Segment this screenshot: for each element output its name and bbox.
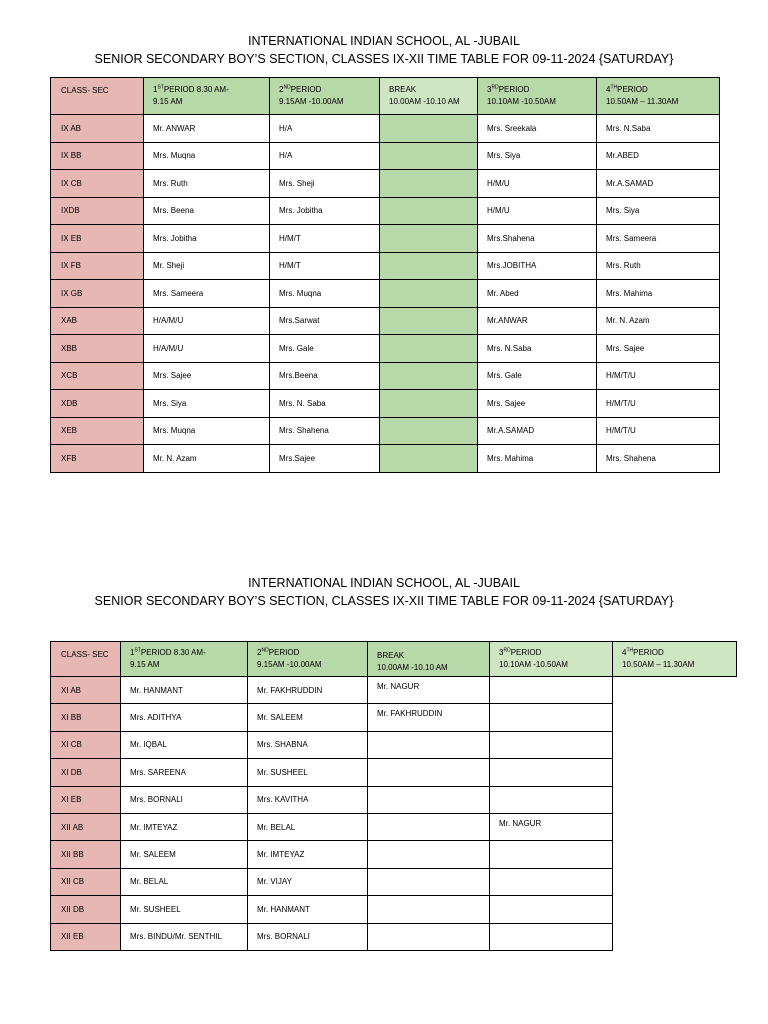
header-period-2: 2NDPERIOD 9.15AM -10.00AM xyxy=(270,78,380,115)
period-4-cell xyxy=(490,896,613,923)
period-2-cell: Mrs. BORNALI xyxy=(248,923,368,950)
period-4-cell: Mrs. Shahena xyxy=(597,445,720,473)
period-4-cell xyxy=(490,841,613,868)
period-3-cell: Mr. NAGUR xyxy=(368,677,490,704)
break-cell xyxy=(380,390,478,418)
period-3-cell xyxy=(368,841,490,868)
table-row xyxy=(51,731,737,758)
table-row xyxy=(51,225,720,253)
period-3-cell: Mrs. N.Saba xyxy=(478,335,597,363)
period-3-cell xyxy=(368,896,490,923)
period-4-cell: Mr.A.SAMAD xyxy=(597,170,720,198)
period-1-cell: Mr. Sheji xyxy=(144,252,270,280)
table-row xyxy=(51,896,737,923)
class-sec-cell: XII EB xyxy=(51,923,121,950)
period-3-cell: Mr.A.SAMAD xyxy=(478,417,597,445)
period-2-cell: Mrs.Sajee xyxy=(270,445,380,473)
header-period-2: 2NDPERIOD 9.15AM -10.00AM xyxy=(248,642,368,677)
period-1-cell: Mr. IMTEYAZ xyxy=(121,813,248,840)
period-3-cell xyxy=(368,786,490,813)
period-1-cell: Mr. IQBAL xyxy=(121,731,248,758)
class-sec-cell: XI EB xyxy=(51,786,121,813)
period-3-cell: H/M/U xyxy=(478,197,597,225)
period-3-cell xyxy=(368,868,490,895)
table-row xyxy=(51,307,720,335)
period-2-cell: Mr. SUSHEEL xyxy=(248,759,368,786)
timetable-table-2 xyxy=(50,641,737,951)
table-row xyxy=(51,362,720,390)
period-2-cell: Mr. FAKHRUDDIN xyxy=(248,677,368,704)
timetable-table-1 xyxy=(50,77,720,473)
class-sec-cell: XFB xyxy=(51,445,144,473)
header-period-1: 1STPERIOD 8.30 AM- 9.15 AM xyxy=(121,642,248,677)
table-row xyxy=(51,280,720,308)
table-row xyxy=(51,115,720,143)
period-4-cell: H/M/T/U xyxy=(597,390,720,418)
period-2-cell: Mrs. Sheji xyxy=(270,170,380,198)
break-cell xyxy=(380,115,478,143)
class-sec-cell: IX AB xyxy=(51,115,144,143)
period-4-cell xyxy=(490,786,613,813)
class-sec-cell: XI DB xyxy=(51,759,121,786)
break-cell xyxy=(380,142,478,170)
period-4-cell: Mrs. N.Saba xyxy=(597,115,720,143)
header-break: BREAK 10.00AM -10.10 AM xyxy=(368,642,490,677)
header-period-4: 4THPERIOD 10.50AM – 11.30AM xyxy=(597,78,720,115)
period-2-cell: Mr. SALEEM xyxy=(248,704,368,731)
period-4-cell: Mrs. Ruth xyxy=(597,252,720,280)
period-4-cell: Mr.ABED xyxy=(597,142,720,170)
period-1-cell: Mrs. BINDU/Mr. SENTHIL xyxy=(121,923,248,950)
break-cell xyxy=(380,417,478,445)
table-row xyxy=(51,170,720,198)
period-2-cell: Mrs. Muqna xyxy=(270,280,380,308)
class-sec-cell: XDB xyxy=(51,390,144,418)
period-4-cell: Mrs. Sameera xyxy=(597,225,720,253)
period-3-cell: Mrs. Sajee xyxy=(478,390,597,418)
table-row xyxy=(51,142,720,170)
period-4-cell xyxy=(490,677,613,704)
table-row xyxy=(51,445,720,473)
period-4-cell xyxy=(490,923,613,950)
timetable-subtitle: SENIOR SECONDARY BOY’S SECTION, CLASSES IX-XII TIME TABLE FOR 09-11-2024 {SATURDAY} xyxy=(94,594,674,608)
class-sec-cell: IX EB xyxy=(51,225,144,253)
class-sec-cell: XEB xyxy=(51,417,144,445)
timetable-heading-2 xyxy=(0,574,768,610)
period-1-cell: H/A/M/U xyxy=(144,307,270,335)
period-3-cell: H/M/U xyxy=(478,170,597,198)
period-3-cell: Mrs. Mahima xyxy=(478,445,597,473)
period-1-cell: Mrs. Sajee xyxy=(144,362,270,390)
period-2-cell: Mr. IMTEYAZ xyxy=(248,841,368,868)
period-3-cell xyxy=(368,731,490,758)
header-period-3: 3RDPERIOD 10.10AM -10.50AM xyxy=(478,78,597,115)
break-cell xyxy=(380,307,478,335)
period-3-cell: Mr. FAKHRUDDIN xyxy=(368,704,490,731)
school-name: INTERNATIONAL INDIAN SCHOOL, AL -JUBAIL xyxy=(248,34,520,48)
table-row xyxy=(51,197,720,225)
break-cell xyxy=(380,362,478,390)
header-class-sec: CLASS- SEC xyxy=(51,78,144,115)
period-2-cell: Mrs. KAVITHA xyxy=(248,786,368,813)
period-2-cell: Mrs. N. Saba xyxy=(270,390,380,418)
period-3-cell: Mrs. Sreekala xyxy=(478,115,597,143)
period-3-cell: Mrs.JOBITHA xyxy=(478,252,597,280)
period-4-cell: Mrs. Sajee xyxy=(597,335,720,363)
period-4-cell xyxy=(490,731,613,758)
class-sec-cell: XAB xyxy=(51,307,144,335)
class-sec-cell: XI AB xyxy=(51,677,121,704)
class-sec-cell: IX FB xyxy=(51,252,144,280)
table-header-row xyxy=(51,642,737,677)
break-cell xyxy=(380,252,478,280)
class-sec-cell: XBB xyxy=(51,335,144,363)
period-1-cell: Mrs. ADITHYA xyxy=(121,704,248,731)
header-break: BREAK 10.00AM -10.10 AM xyxy=(380,78,478,115)
class-sec-cell: XI BB xyxy=(51,704,121,731)
period-4-cell xyxy=(490,759,613,786)
period-1-cell: Mrs. Siya xyxy=(144,390,270,418)
timetable-subtitle: SENIOR SECONDARY BOY’S SECTION, CLASSES IX-XII TIME TABLE FOR 09-11-2024 {SATURDAY} xyxy=(94,52,674,66)
class-sec-cell: XII AB xyxy=(51,813,121,840)
period-1-cell: Mr. SUSHEEL xyxy=(121,896,248,923)
period-1-cell: Mrs. Muqna xyxy=(144,142,270,170)
break-cell xyxy=(380,170,478,198)
period-1-cell: Mrs. BORNALI xyxy=(121,786,248,813)
table-row xyxy=(51,813,737,840)
table-header-row xyxy=(51,78,720,115)
period-3-cell xyxy=(368,813,490,840)
period-3-cell: Mrs. Siya xyxy=(478,142,597,170)
period-2-cell: H/M/T xyxy=(270,225,380,253)
period-1-cell: Mr. N. Azam xyxy=(144,445,270,473)
period-2-cell: Mr. HANMANT xyxy=(248,896,368,923)
period-4-cell: Mr. N. Azam xyxy=(597,307,720,335)
period-4-cell xyxy=(490,868,613,895)
class-sec-cell: IX CB xyxy=(51,170,144,198)
period-4-cell xyxy=(490,704,613,731)
period-1-cell: Mrs. Beena xyxy=(144,197,270,225)
period-3-cell xyxy=(368,759,490,786)
period-1-cell: Mrs. SAREENA xyxy=(121,759,248,786)
period-1-cell: H/A/M/U xyxy=(144,335,270,363)
period-4-cell: H/M/T/U xyxy=(597,417,720,445)
period-1-cell: Mr. HANMANT xyxy=(121,677,248,704)
table-row xyxy=(51,704,737,731)
class-sec-cell: IX GB xyxy=(51,280,144,308)
table-row xyxy=(51,677,737,704)
period-4-cell: H/M/T/U xyxy=(597,362,720,390)
class-sec-cell: XCB xyxy=(51,362,144,390)
period-1-cell: Mrs. Sameera xyxy=(144,280,270,308)
table-row xyxy=(51,390,720,418)
period-2-cell: Mr. VIJAY xyxy=(248,868,368,895)
class-sec-cell: XII DB xyxy=(51,896,121,923)
class-sec-cell: IXDB xyxy=(51,197,144,225)
class-sec-cell: XI CB xyxy=(51,731,121,758)
header-class-sec: CLASS- SEC xyxy=(51,642,121,677)
break-cell xyxy=(380,335,478,363)
timetable-heading-1 xyxy=(0,32,768,68)
class-sec-cell: XII BB xyxy=(51,841,121,868)
period-1-cell: Mrs. Muqna xyxy=(144,417,270,445)
table-row xyxy=(51,923,737,950)
break-cell xyxy=(380,197,478,225)
table-row xyxy=(51,841,737,868)
period-2-cell: H/A xyxy=(270,115,380,143)
period-2-cell: Mrs. Jobitha xyxy=(270,197,380,225)
header-period-4: 4THPERIOD 10.50AM – 11.30AM xyxy=(613,642,737,677)
period-1-cell: Mrs. Ruth xyxy=(144,170,270,198)
break-cell xyxy=(380,280,478,308)
period-2-cell: H/M/T xyxy=(270,252,380,280)
period-1-cell: Mr. BELAL xyxy=(121,868,248,895)
table-row xyxy=(51,868,737,895)
period-2-cell: Mrs. SHABNA xyxy=(248,731,368,758)
period-2-cell: Mrs. Shahena xyxy=(270,417,380,445)
period-3-cell: Mr. Abed xyxy=(478,280,597,308)
class-sec-cell: IX BB xyxy=(51,142,144,170)
period-4-cell: Mr. NAGUR xyxy=(490,813,613,840)
table-row xyxy=(51,335,720,363)
period-4-cell: Mrs. Mahima xyxy=(597,280,720,308)
break-cell xyxy=(380,225,478,253)
period-2-cell: Mrs.Beena xyxy=(270,362,380,390)
period-2-cell: Mrs. Gale xyxy=(270,335,380,363)
period-1-cell: Mr. SALEEM xyxy=(121,841,248,868)
period-1-cell: Mrs. Jobitha xyxy=(144,225,270,253)
period-2-cell: H/A xyxy=(270,142,380,170)
period-3-cell: Mrs. Gale xyxy=(478,362,597,390)
class-sec-cell: XII CB xyxy=(51,868,121,895)
table-row xyxy=(51,759,737,786)
school-name: INTERNATIONAL INDIAN SCHOOL, AL -JUBAIL xyxy=(248,576,520,590)
header-period-3: 3RDPERIOD 10.10AM -10.50AM xyxy=(490,642,613,677)
period-4-cell: Mrs. Siya xyxy=(597,197,720,225)
period-3-cell: Mr.ANWAR xyxy=(478,307,597,335)
period-2-cell: Mr. BELAL xyxy=(248,813,368,840)
break-cell xyxy=(380,445,478,473)
header-period-1: 1STPERIOD 8.30 AM- 9.15 AM xyxy=(144,78,270,115)
period-3-cell: Mrs.Shahena xyxy=(478,225,597,253)
period-2-cell: Mrs.Sarwat xyxy=(270,307,380,335)
table-row xyxy=(51,252,720,280)
period-1-cell: Mr. ANWAR xyxy=(144,115,270,143)
table-row xyxy=(51,417,720,445)
table-row xyxy=(51,786,737,813)
period-3-cell xyxy=(368,923,490,950)
